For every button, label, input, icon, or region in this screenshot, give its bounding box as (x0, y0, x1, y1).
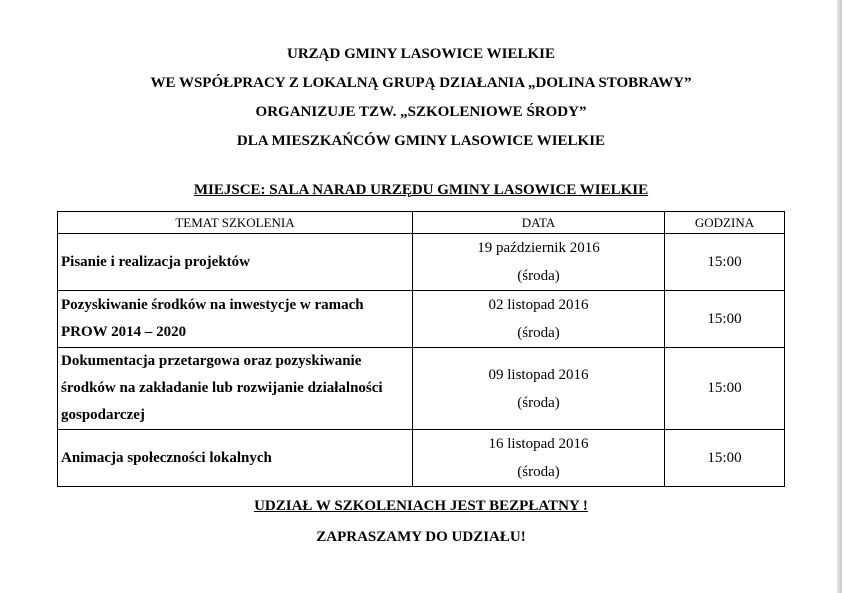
time-cell: 15:00 (665, 430, 785, 487)
venue-line: MIEJSCE: SALA NARAD URZĘDU GMINY LASOWICE WIELKIE (193, 182, 649, 198)
training-schedule-table (57, 211, 785, 487)
column-header-time: GODZINA (665, 212, 785, 234)
table-row (58, 430, 785, 487)
column-header-date: DATA (413, 212, 665, 234)
topic-cell: Animacja społeczności lokalnych (58, 430, 413, 487)
date-value: 09 listopad 2016 (488, 366, 589, 383)
weekday-value: (środa) (517, 464, 560, 480)
date-cell (413, 234, 665, 291)
table-row (58, 234, 785, 291)
time-cell: 15:00 (665, 234, 785, 291)
weekday-value: (środa) (517, 394, 560, 411)
column-header-topic: TEMAT SZKOLENIA (58, 212, 413, 234)
weekday-value: (środa) (517, 325, 560, 341)
table-row (58, 348, 785, 430)
date-cell (413, 291, 665, 348)
free-participation-notice: UDZIAŁ W SZKOLENIACH JEST BEZPŁATNY ! (254, 498, 588, 514)
date-cell (413, 348, 665, 430)
time-cell: 15:00 (665, 348, 785, 430)
header-line-audience: DLA MIESZKAŃCÓW GMINY LASOWICE WIELKIE (236, 133, 606, 149)
time-cell: 15:00 (665, 291, 785, 348)
topic-cell: Dokumentacja przetargowa oraz pozyskiwanie środków na zakładanie lub rozwijanie działalności gospodarczej (58, 348, 413, 430)
date-value: 02 listopad 2016 (488, 297, 589, 313)
announcement-header (0, 40, 842, 156)
invitation-line: ZAPRASZAMY DO UDZIAŁU! (316, 529, 526, 545)
header-line-organizer: URZĄD GMINY LASOWICE WIELKIE (287, 46, 555, 62)
date-value: 19 październik 2016 (477, 240, 600, 256)
header-line-partner: WE WSPÓŁPRACY Z LOKALNĄ GRUPĄ DZIAŁANIA „DOLINA STOBRAWY” (150, 75, 692, 91)
topic-cell: Pozyskiwanie środków na inwestycje w ramach PROW 2014 – 2020 (58, 291, 413, 348)
date-value: 16 listopad 2016 (488, 436, 589, 452)
table-header-row (58, 212, 785, 234)
date-cell (413, 430, 665, 487)
header-line-event: ORGANIZUJE TZW. „SZKOLENIOWE ŚRODY” (255, 104, 587, 120)
topic-cell: Pisanie i realizacja projektów (58, 234, 413, 291)
table-row (58, 291, 785, 348)
weekday-value: (środa) (517, 268, 560, 284)
